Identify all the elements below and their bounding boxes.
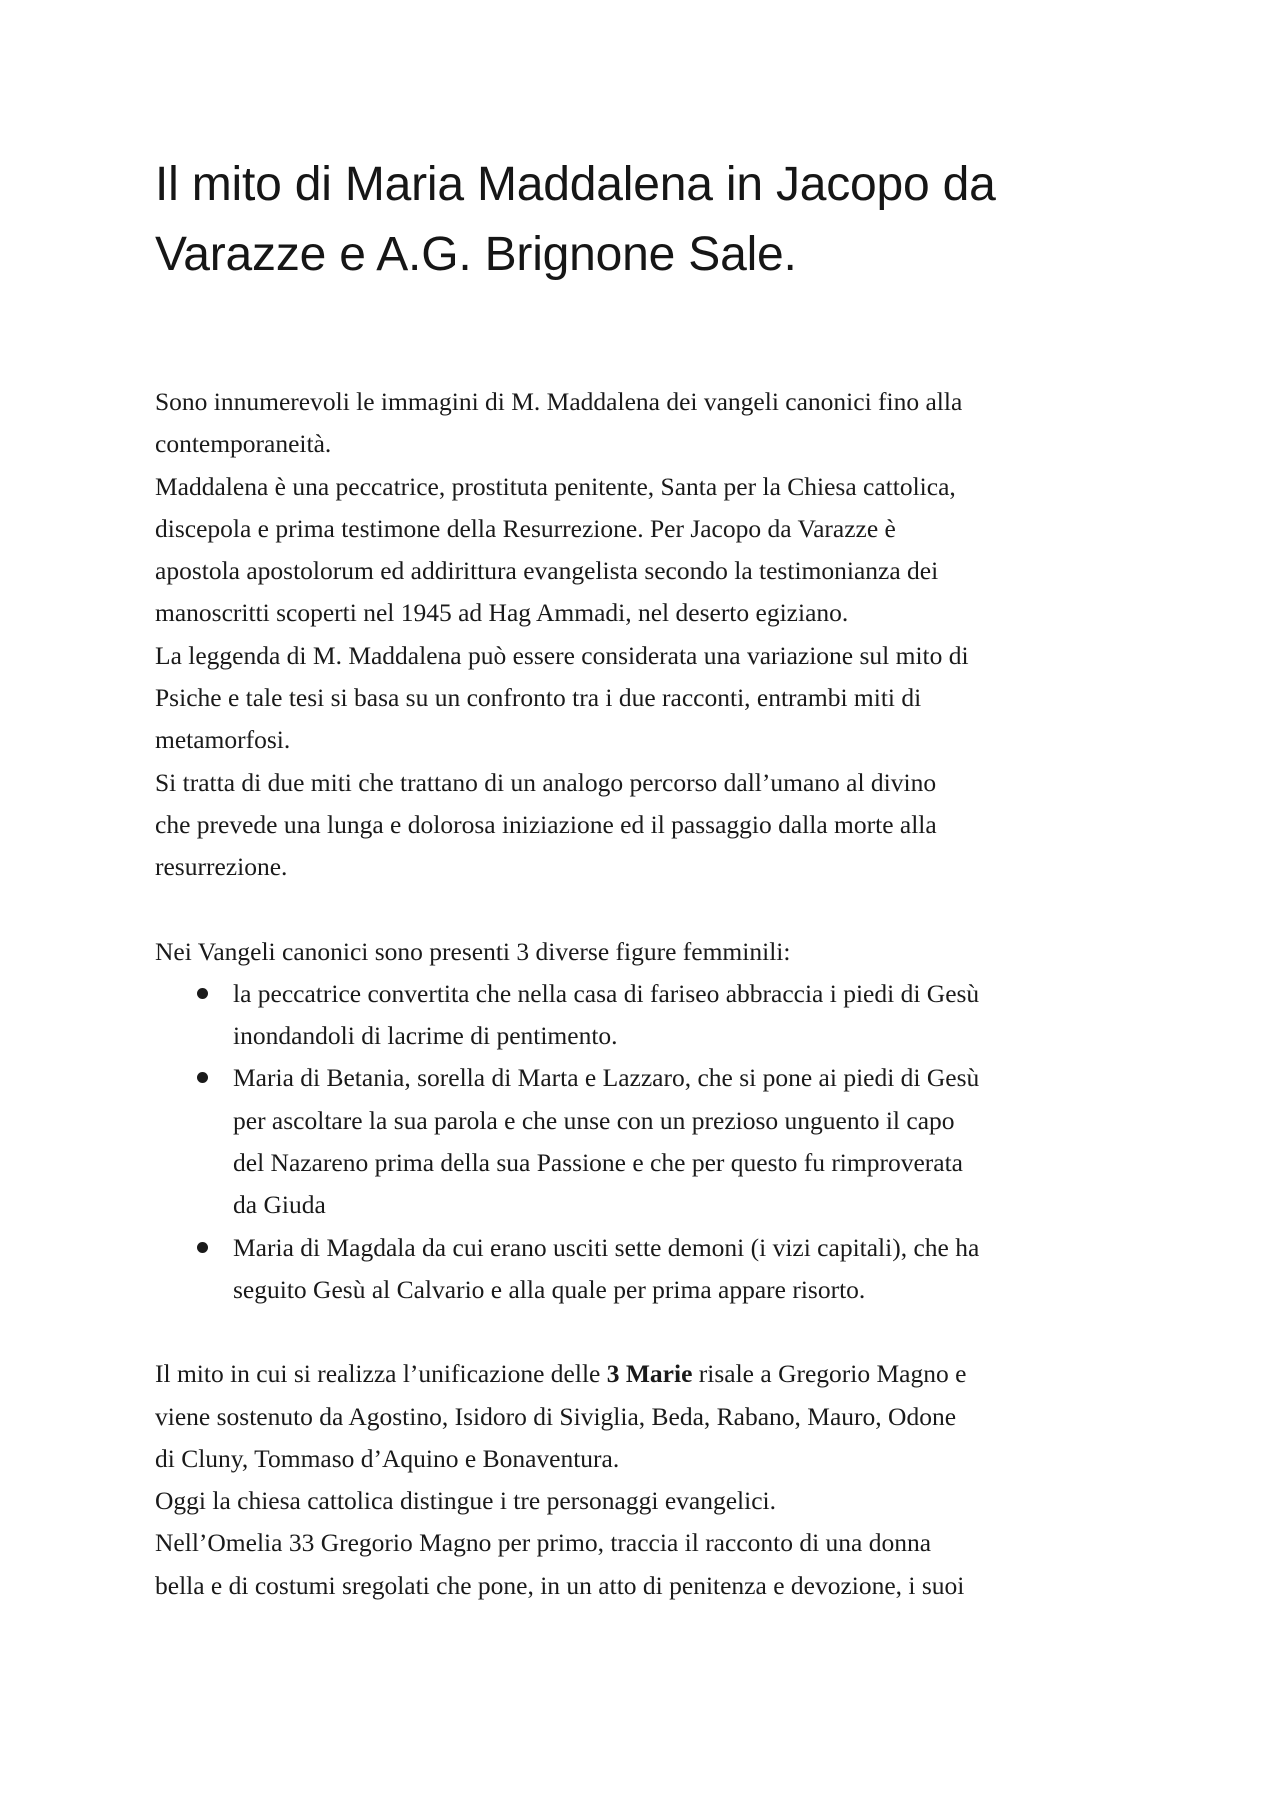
text-line: Psiche e tale tesi si basa su un confronto tra i due racconti, entrambi miti di bbox=[155, 683, 922, 713]
text-line: resurrezione. bbox=[155, 852, 288, 882]
title-line: Il mito di Maria Maddalena in Jacopo da bbox=[155, 158, 996, 211]
document-title bbox=[155, 150, 1130, 290]
text-line: Sono innumerevoli le immagini di M. Maddalena dei vangeli canonici fino alla bbox=[155, 387, 963, 416]
bullet-icon bbox=[197, 1242, 208, 1253]
text-line: discepola e prima testimone della Resurrezione. Per Jacopo da Varazze è bbox=[155, 513, 896, 543]
title-line: Varazze e A.G. Brignone Sale. bbox=[155, 228, 797, 281]
figures-section bbox=[155, 931, 1130, 1312]
text-line: Si tratta di due miti che trattano di un analogo percorso dall’umano al divino bbox=[155, 767, 937, 797]
text-line: viene sostenuto da Agostino, Isidoro di Siviglia, Beda, Rabano, Mauro, Odone bbox=[155, 1401, 957, 1431]
text-line: da Giuda bbox=[233, 1190, 326, 1220]
text-line: Maria di Magdala da cui erano usciti sette demoni (i vizi capitali), che ha bbox=[233, 1232, 980, 1262]
text-line: contemporaneità. bbox=[155, 429, 332, 459]
list-item bbox=[155, 1227, 1130, 1312]
text-line: metamorfosi. bbox=[155, 725, 291, 755]
text-run: risale a Gregorio Magno e bbox=[692, 1359, 967, 1389]
text-line: la peccatrice convertita che nella casa di fariseo abbraccia i piedi di Gesù bbox=[233, 978, 980, 1008]
text-line: Nell’Omelia 33 Gregorio Magno per primo, traccia il racconto di una donna bbox=[155, 1528, 932, 1558]
figures-intro bbox=[155, 931, 1130, 973]
text-line: inondandoli di lacrime di pentimento. bbox=[233, 1021, 618, 1051]
list-item bbox=[155, 1057, 1130, 1226]
list-item bbox=[155, 973, 1130, 1058]
unification-paragraph bbox=[155, 1353, 1130, 1607]
figures-list bbox=[155, 973, 1130, 1311]
intro-paragraph bbox=[155, 381, 1130, 889]
bold-text: 3 Marie bbox=[606, 1359, 693, 1389]
text-line: del Nazareno prima della sua Passione e che per questo fu rimproverata bbox=[233, 1148, 963, 1178]
text-line: di Cluny, Tommaso d’Aquino e Bonaventura. bbox=[155, 1443, 620, 1473]
document-content bbox=[155, 150, 1130, 1607]
text-line: Nei Vangeli canonici sono presenti 3 diverse figure femminili: bbox=[155, 936, 791, 966]
bullet-icon bbox=[197, 988, 208, 999]
text-line: per ascoltare la sua parola e che unse con un prezioso unguento il capo bbox=[233, 1105, 955, 1135]
bullet-icon bbox=[197, 1072, 208, 1083]
text-line bbox=[155, 1353, 1130, 1395]
text-line: Oggi la chiesa cattolica distingue i tre personaggi evangelici. bbox=[155, 1486, 776, 1516]
text-line: seguito Gesù al Calvario e alla quale per prima appare risorto. bbox=[233, 1274, 866, 1304]
text-line: Maddalena è una peccatrice, prostituta penitente, Santa per la Chiesa cattolica, bbox=[155, 471, 956, 501]
text-line: manoscritti scoperti nel 1945 ad Hag Ammadi, nel deserto egiziano. bbox=[155, 598, 849, 628]
text-line: Maria di Betania, sorella di Marta e Lazzaro, che si pone ai piedi di Gesù bbox=[233, 1063, 980, 1093]
text-line: La leggenda di M. Maddalena può essere considerata una variazione sul mito di bbox=[155, 640, 969, 670]
text-line: che prevede una lunga e dolorosa iniziazione ed il passaggio dalla morte alla bbox=[155, 809, 937, 839]
text-run: Il mito in cui si realizza l’unificazione delle bbox=[155, 1359, 607, 1389]
text-line: bella e di costumi sregolati che pone, in un atto di penitenza e devozione, i suoi bbox=[155, 1570, 965, 1600]
text-line: apostola apostolorum ed addirittura evangelista secondo la testimonianza dei bbox=[155, 556, 939, 586]
